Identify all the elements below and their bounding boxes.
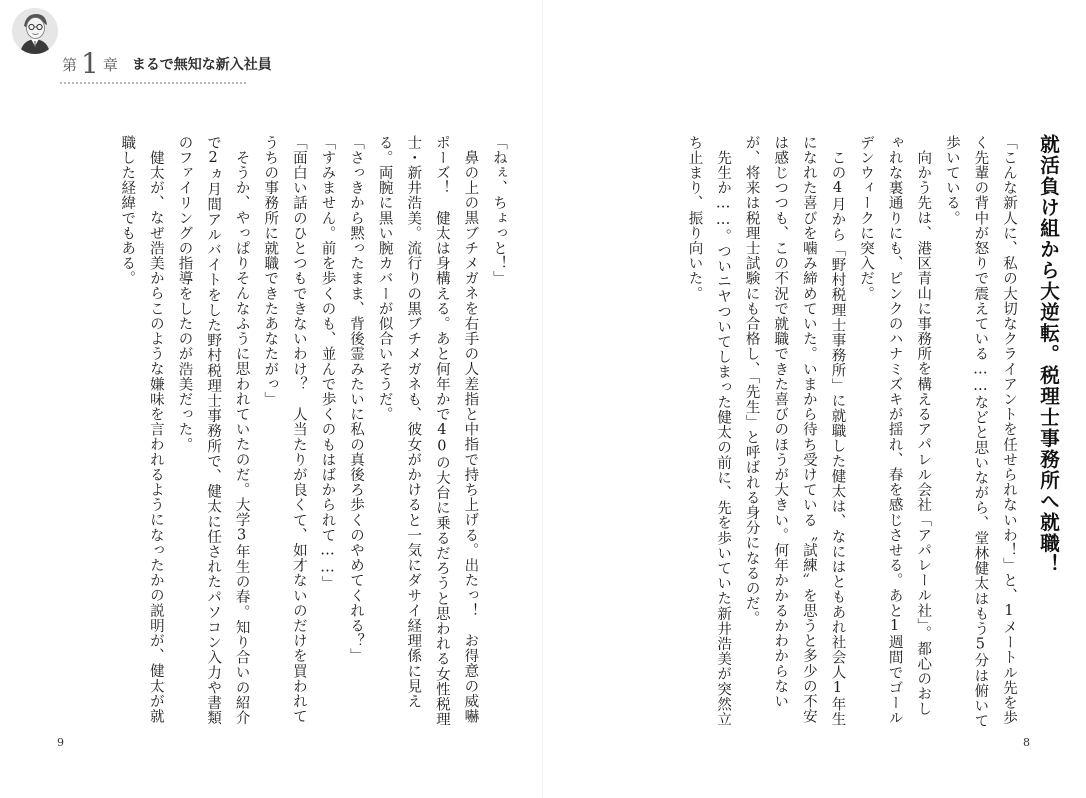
header-dotted-rule (60, 82, 246, 84)
chapter-header (62, 44, 272, 78)
right-page (543, 0, 1086, 798)
paragraph: 「ねぇ、ちょっと！」 (491, 135, 507, 286)
paragraph: 鼻の上の黒ブチメガネを右手の人差指と中指で持ち上げる。出たっ！ お得意の威嚇ポーズ！ 健太は身構える。あと何年かで40の大台に乗るだろうと思われる女性税理士・新井浩美。流行りの黒ブチメガネも、彼女がかけると一気にダサイ経理係に見える。両腕に黒い腕カバーが似合いそうだ。 (376, 135, 479, 727)
chapter-prefix: 第 (62, 56, 78, 74)
chapter-title: まるで無知な新入社員 (131, 57, 272, 73)
paragraph: 向かう先は、港区青山に事務所を構えるアパレル会社「アパレール社」。都心のおしゃれな裏通りにも、ピンクのハナミズキが揺れ、春を感じさせる。あと1週間でゴールデンウィークに突入だ。 (858, 135, 932, 726)
paragraph: 「こんな新人に、私の大切なクライアントを任せられないわ！」と、1メートル先を歩く先輩の背中が怒りで震えている……などと思いながら、堂林健太はもう5分は俯いて歩いている。 (943, 135, 1017, 729)
page-number: 8 (1023, 736, 1030, 749)
paragraph: 「面白い話のひとつもできないわけ？ 人当たりが良くて、如才ないのだけを買われてうちの事務所に就職できたあなたがっ」 (262, 135, 307, 724)
paragraph: 「すみません。前を歩くのも、並んで歩くのもはばかられて……」 (319, 135, 336, 591)
chapter-number: 1 (81, 47, 99, 80)
right-page-body (593, 135, 1023, 730)
chapter-suffix: 章 (102, 56, 118, 74)
paragraph: この4月から「野村税理士事務所」に就職した健太は、なにはともあれ社会人1年生になれた喜びを噛み締めていた。いまから待ち受けている〝試練〟を思うと多少の不安は感じつつも、この不況で就職できた喜びのほうが大きい。何年かかるかわからないが、将来は税理士試験にも合格し、「先生」と呼ばれる身分になるのだ。 (743, 135, 846, 727)
paragraph: 先生か……。ついニヤついてしまった健太の前に、先を歩いていた新井浩美が突然立ち止まり、振り向いた。 (686, 135, 732, 727)
left-page-body (53, 135, 513, 730)
page-number: 9 (57, 736, 64, 749)
paragraph: 「さっきから黙ったまま、背後霊みたいに私の真後ろ歩くのやめてくれる？」 (348, 135, 365, 664)
paragraph: 健太が、なぜ浩美からこのような嫌味を言われるようになったかの説明が、健太が就職した経緯でもある。 (119, 135, 164, 724)
section-heading: 就活負け組から大逆転。税理士事務所へ就職！ (1037, 134, 1060, 575)
paragraph: そうか、やっぱりそんなふうに思われていたのだ。大学3年生の春。知り合いの紹介で2ヵ月間アルバイトをした野村税理士事務所で、健太に任されたパソコン入力や書類のファイリングの指導をしたのが浩美だった。 (176, 135, 250, 726)
author-portrait (12, 8, 58, 54)
